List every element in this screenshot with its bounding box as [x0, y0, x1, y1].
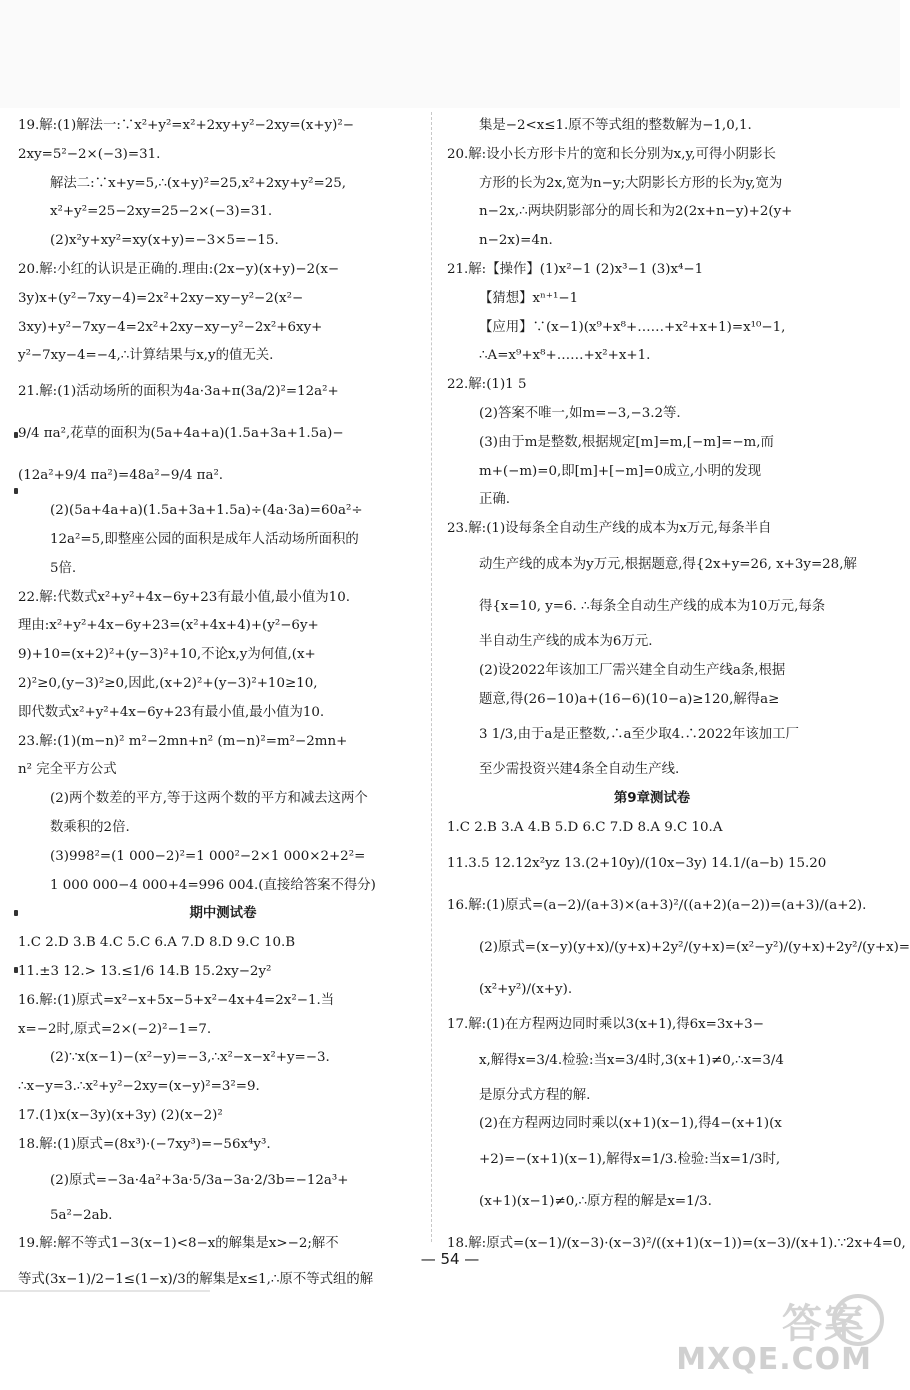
- right-answer-line: (2)原式=(x−y)(y+x)/(y+x)+2y²/(y+x)=(x²−y²)/(y+x)+2y²/(y+x)=: [479, 939, 910, 955]
- right-answer-line: 16.解:(1)原式=(a−2)/(a+3)×(a+3)²/((a+2)(a−2))=(a+3)/(a+2).: [447, 897, 867, 913]
- right-answer-line: 半自动生产线的成本为6万元.: [479, 633, 653, 649]
- margin-dot: [14, 432, 18, 438]
- left-answer-line: 9/4 πa²,花草的面积为(5a+4a+a)(1.5a+3a+1.5a)−: [18, 426, 344, 442]
- right-answer-line: (2)设2022年该加工厂需兴建全自动生产线a条,根据: [479, 662, 786, 678]
- right-answer-line: 题意,得(26−10)a+(16−6)(10−a)≥120,解得a≥: [479, 691, 780, 707]
- left-answer-line: 20.解:小红的认识是正确的.理由:(2x−y)(x+y)−2(x−: [18, 261, 340, 277]
- left-answer-line: 19.解:(1)解法一:∵x²+y²=x²+2xy+y²−2xy=(x+y)²−: [18, 118, 354, 133]
- left-answer-line: (2)两个数差的平方,等于这两个数的平方和减去这两个: [50, 791, 368, 807]
- left-answer-line: (2)∵x(x−1)−(x²−y)=−3,∴x²−x−x²+y=−3.: [50, 1050, 330, 1066]
- left-answer-line: 21.解:(1)活动场所的面积为4a·3a+π(3a/2)²=12a²+: [18, 384, 339, 400]
- right-answer-line: 3 1/3,由于a是正整数,∴a至少取4.∴2022年该加工厂: [479, 727, 799, 743]
- right-answer-line: 至少需投资兴建4条全自动生产线.: [479, 762, 680, 778]
- left-answer-line: 期中测试卷: [189, 906, 257, 922]
- page-top-band: [0, 0, 900, 108]
- left-answer-line: 1 000 000−4 000+4=996 004.(直接给答案不得分): [50, 877, 376, 893]
- margin-dot: [14, 488, 18, 494]
- watermark-url: MXQE.COM: [676, 1342, 872, 1377]
- right-answer-line: 17.解:(1)在方程两边同时乘以3(x+1),得6x=3x+3−: [447, 1016, 764, 1032]
- left-answer-line: n² 完全平方公式: [18, 762, 117, 778]
- left-answer-line: 3y)x+(y²−7xy−4)=2x²+2xy−xy−y²−2(x²−: [18, 290, 304, 306]
- left-answer-line: (2)(5a+4a+a)(1.5a+3a+1.5a)÷(4a·3a)=60a²÷: [50, 503, 363, 519]
- left-answer-line: 11.±3 12.> 13.≤1/6 14.B 15.2xy−2y²: [18, 963, 272, 979]
- right-answer-line: +2)=−(x+1)(x−1),解得x=1/3.检验:当x=1/3时,: [479, 1152, 781, 1168]
- left-answer-line: 18.解:(1)原式=(8x³)·(−7xy³)=−56x⁴y³.: [18, 1136, 271, 1152]
- left-answer-line: 解法二:∵x+y=5,∴(x+y)²=25,x²+2xy+y²=25,: [50, 175, 347, 191]
- left-answer-line: 理由:x²+y²+4x−6y+23=(x²+4x+4)+(y²−6y+: [18, 618, 319, 634]
- left-answer-line: 等式(3x−1)/2−1≤(1−x)/3的解集是x≤1,∴原不等式组的解: [18, 1272, 374, 1288]
- left-answer-line: 1.C 2.D 3.B 4.C 5.C 6.A 7.D 8.D 9.C 10.B: [18, 935, 296, 951]
- right-answer-line: (3)由于m是整数,根据规定[m]=m,[−m]=−m,而: [479, 434, 774, 450]
- left-answer-line: (3)998²=(1 000−2)²=1 000²−2×1 000×2+2²=: [50, 848, 366, 864]
- watermark-logo: 答案: [782, 1301, 866, 1347]
- page-number: — 54 —: [420, 1250, 480, 1268]
- right-answer-line: 【猜想】xⁿ⁺¹−1: [479, 290, 579, 306]
- left-answer-line: 2xy=5²−2×(−3)=31.: [18, 146, 161, 162]
- right-answer-line: 是原分式方程的解.: [479, 1087, 591, 1103]
- right-answer-line: 方形的长为2x,宽为n−y;大阴影长方形的长为y,宽为: [479, 175, 783, 191]
- right-answer-line: m+(−m)=0,即[m]+[−m]=0成立,小明的发现: [479, 463, 762, 479]
- right-answer-line: n−2x,∴两块阴影部分的周长和为2(2x+n−y)+2(y+: [479, 204, 793, 220]
- left-answer-line: (12a²+9/4 πa²)=48a²−9/4 πa².: [18, 468, 224, 484]
- right-answer-line: (x²+y²)/(x+y).: [479, 981, 573, 997]
- right-answer-line: 正确.: [479, 492, 511, 508]
- left-answer-line: 5a²−2ab.: [50, 1207, 113, 1223]
- left-answer-line: (2)x²y+xy²=xy(x+y)=−3×5=−15.: [50, 233, 279, 249]
- right-answer-line: 集是−2<x≤1.原不等式组的整数解为−1,0,1.: [479, 118, 752, 133]
- left-answer-line: 22.解:代数式x²+y²+4x−6y+23有最小值,最小值为10.: [18, 589, 350, 605]
- left-answer-line: x=−2时,原式=2×(−2)²−1=7.: [18, 1021, 212, 1037]
- left-answer-line: 2)²≥0,(y−3)²≥0,因此,(x+2)²+(y−3)²+10≥10,: [18, 675, 318, 691]
- right-answer-line: 得{x=10, y=6. ∴每条全自动生产线的成本为10万元,每条: [479, 598, 826, 614]
- right-answer-line: 23.解:(1)设每条全自动生产线的成本为x万元,每条半自: [447, 521, 772, 537]
- column-divider: [431, 112, 432, 1242]
- right-answer-line: 动生产线的成本为y万元,根据题意,得{2x+y=26, x+3y=28,解: [479, 556, 857, 572]
- left-answer-line: 5倍.: [50, 560, 77, 576]
- right-answer-line: ∴A=x⁹+x⁸+……+x²+x+1.: [479, 348, 651, 364]
- left-answer-line: 16.解:(1)原式=x²−x+5x−5+x²−4x+4=2x²−1.当: [18, 992, 335, 1008]
- left-answer-line: x²+y²=25−2xy=25−2×(−3)=31.: [50, 204, 273, 220]
- right-answer-line: n−2x)=4n.: [479, 233, 553, 249]
- right-answer-line: 1.C 2.B 3.A 4.B 5.D 6.C 7.D 8.A 9.C 10.A: [447, 819, 723, 835]
- left-answer-line: 19.解:解不等式1−3(x−1)<8−x的解集是x>−2;解不: [18, 1236, 339, 1252]
- left-answer-line: 12a²=5,即整座公园的面积是成年人活动场所面积的: [50, 531, 359, 547]
- right-answer-line: (2)在方程两边同时乘以(x+1)(x−1),得4−(x+1)(x: [479, 1116, 782, 1132]
- left-answer-line: (2)原式=−3a·4a²+3a·5/3a−3a·2/3b=−12a³+: [50, 1172, 349, 1188]
- right-answer-line: 第9章测试卷: [613, 791, 691, 807]
- left-answer-line: 3xy)+y²−7xy−4=2x²+2xy−xy−y²−2x²+6xy+: [18, 319, 323, 335]
- right-column: [447, 112, 910, 1265]
- right-answer-line: 【应用】∵(x−1)(x⁹+x⁸+……+x²+x+1)=x¹⁰−1,: [479, 319, 786, 335]
- right-answer-line: x,解得x=3/4.检验:当x=3/4时,3(x+1)≠0,∴x=3/4: [479, 1052, 784, 1068]
- bottom-rule: [0, 1290, 210, 1292]
- right-answer-line: 20.解:设小长方形卡片的宽和长分别为x,y,可得小阴影长: [447, 146, 776, 162]
- watermark: [676, 1284, 886, 1384]
- left-answer-line: y²−7xy−4=−4,∴计算结果与x,y的值无关.: [18, 348, 274, 364]
- right-answer-line: (x+1)(x−1)≠0,∴原方程的解是x=1/3.: [479, 1194, 712, 1210]
- left-answer-line: 即代数式x²+y²+4x−6y+23有最小值,最小值为10.: [18, 704, 325, 720]
- right-answer-line: 18.解:原式=(x−1)/(x−3)·(x−3)²/((x+1)(x−1))=(x−3)/(x+1).∵2x+4=0,: [447, 1236, 906, 1252]
- left-answer-line: 数乘积的2倍.: [50, 819, 130, 835]
- right-answer-line: 22.解:(1)1 5: [447, 377, 527, 393]
- right-answer-line: 11.3.5 12.12x²yz 13.(2+10y)/(10x−3y) 14.1/(a−b) 15.20: [447, 855, 827, 871]
- right-answer-line: (2)答案不唯一,如m=−3,−3.2等.: [479, 405, 681, 421]
- margin-dot: [14, 910, 18, 916]
- margin-dot: [14, 967, 18, 973]
- left-answer-line: ∴x−y=3.∴x²+y²−2xy=(x−y)²=3²=9.: [18, 1079, 260, 1095]
- left-answer-line: 23.解:(1)(m−n)² m²−2mn+n² (m−n)²=m²−2mn+: [18, 733, 348, 749]
- right-answer-line: 21.解:【操作】(1)x²−1 (2)x³−1 (3)x⁴−1: [447, 261, 704, 277]
- left-answer-line: 9)+10=(x+2)²+(y−3)²+10,不论x,y为何值,(x+: [18, 647, 316, 663]
- left-column: [18, 112, 428, 1301]
- left-answer-line: 17.(1)x(x−3y)(x+3y) (2)(x−2)²: [18, 1107, 223, 1123]
